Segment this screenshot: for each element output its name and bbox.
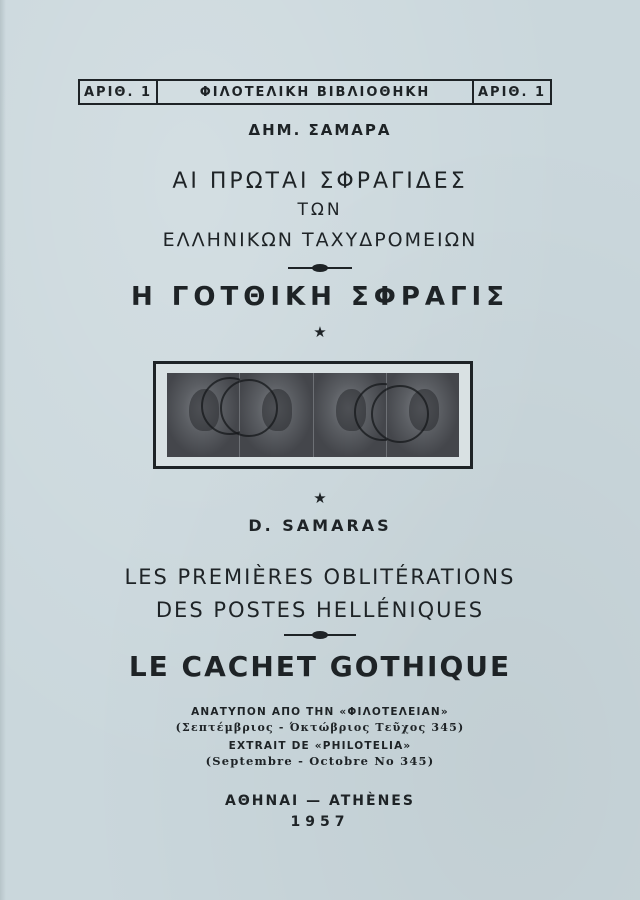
stamp (240, 373, 313, 457)
stamp-strip-image (153, 361, 473, 469)
publication-place: ΑΘΗΝΑΙ — ATHÈNES (225, 793, 415, 809)
library-name: ΦΙΛΟΤΕΛΙΚΗ ΒΙΒΛΙΟΘΗΚΗ (199, 84, 431, 100)
greek-main-title: Η ΓΟΤΘΙΚΗ ΣΦΡΑΓΙΣ (131, 282, 509, 312)
stamp (387, 373, 459, 457)
greek-title-line-3: ΕΛΛΗΝΙΚΩΝ ΤΑΧΥΔΡΟΜΕΙΩΝ (162, 229, 478, 251)
greek-title-line-1: ΑΙ ΠΡΩΤΑΙ ΣΦΡΑΓΙΔΕΣ (172, 169, 468, 194)
stamp-strip (167, 373, 459, 457)
star-ornament-bottom: ★ (313, 489, 327, 507)
star-ornament-top: ★ (313, 323, 327, 341)
imprint-line-3: EXTRAIT DE «PHILOTELIA» (228, 740, 412, 752)
series-box (78, 79, 552, 105)
french-title-line-1: LES PREMIÈRES OBLITÉRATIONS (124, 565, 516, 589)
imprint-line-4: (Septembre - Octobre No 345) (205, 754, 435, 768)
imprint-line-1: ΑΝΑΤΥΠΟΝ ΑΠΟ ΤΗΝ «ΦΙΛΟΤΕΛΕΙΑΝ» (191, 706, 449, 718)
publication-year: 1957 (290, 814, 350, 830)
author-french: D. SAMARAS (248, 516, 392, 535)
series-number-right: ΑΡΙΘ. 1 (472, 81, 550, 103)
french-main-title: LE CACHET GOTHIQUE (128, 650, 512, 683)
ornamental-rule-french (284, 630, 356, 640)
series-number-left: ΑΡΙΘ. 1 (80, 81, 158, 103)
greek-title-line-2: ΤΩΝ (297, 200, 343, 220)
imprint-line-2: (Σεπτέμβριος - Όκτώβριος Τεῦχος 345) (175, 721, 465, 734)
french-title-line-2: DES POSTES HELLÉNIQUES (155, 598, 485, 622)
author-greek: ΔΗΜ. ΣΑΜΑΡΑ (248, 121, 392, 139)
ornamental-rule-greek (288, 263, 352, 273)
